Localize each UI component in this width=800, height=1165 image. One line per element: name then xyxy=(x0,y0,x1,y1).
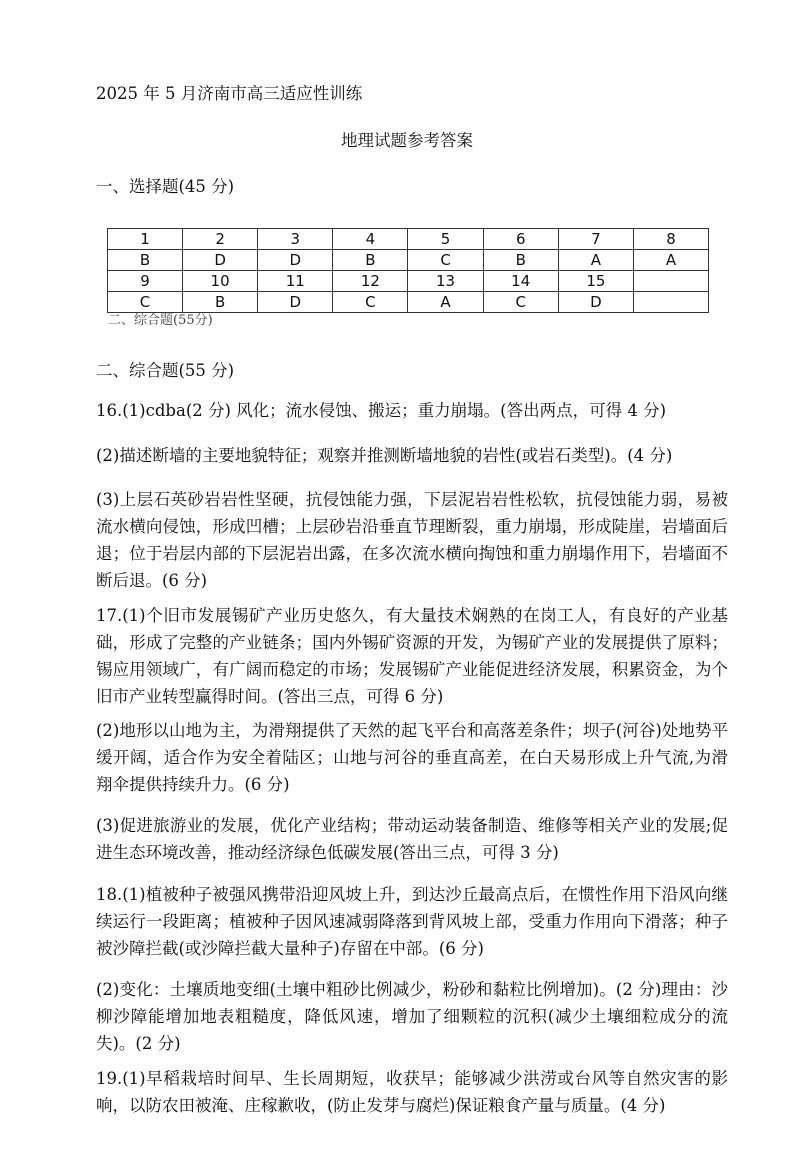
table-cell: B xyxy=(183,292,258,313)
table-cell: C xyxy=(408,250,483,271)
table-cell: 12 xyxy=(333,271,408,292)
answer-17-1: 17.(1)个旧市发展锡矿产业历史悠久，有大量技术娴熟的在岗工人，有良好的产业基础，形成了完整的产业链条；国内外锡矿资源的开发，为锡矿产业的发展提供了原料；锡应用领域广，有广阔而稳定的市场；发展锡矿产业能促进经济发展，积累资金，为个旧市产业转型赢得时间。(答出三点，可得 6 分) xyxy=(96,606,728,706)
table-cell: D xyxy=(558,292,633,313)
table-cell: D xyxy=(258,250,333,271)
answer-16-1: 16.(1)cdba(2 分) 风化；流水侵蚀、搬运；重力崩塌。(答出两点，可得 4 分) xyxy=(96,401,667,420)
table-cell: C xyxy=(333,292,408,313)
table-cell: 4 xyxy=(333,229,408,250)
table-cell xyxy=(633,271,708,292)
exam-title: 2025 年 5 月济南市高三适应性训练 xyxy=(96,84,363,103)
table-cell: 8 xyxy=(633,229,708,250)
table-cell: 3 xyxy=(258,229,333,250)
doc-title: 地理试题参考答案 xyxy=(341,131,473,150)
table-cell: A xyxy=(633,250,708,271)
table-cell: B xyxy=(333,250,408,271)
table-cell: 11 xyxy=(258,271,333,292)
section2-title: 二、综合题(55 分) xyxy=(96,361,235,380)
table-cell: 1 xyxy=(108,229,183,250)
answer-16-3: (3)上层石英砂岩岩性坚硬，抗侵蚀能力强，下层泥岩岩性松软，抗侵蚀能力弱，易被流水横向侵蚀，形成凹槽；上层砂岩沿垂直节理断裂，重力崩塌，形成陡崖，岩墙面后退；位于岩层内部的下层泥岩出露，在多次流水横向掏蚀和重力崩塌作用下，岩墙面不断后退。(6 分) xyxy=(96,490,728,590)
table-cell xyxy=(633,292,708,313)
table-cell: C xyxy=(483,292,558,313)
answer-16-2: (2)描述断墙的主要地貌特征；观察并推测断墙地貌的岩性(或岩石类型)。(4 分) xyxy=(96,446,673,465)
table-cell: D xyxy=(183,250,258,271)
cropped-heading-fragment: 二、综合题(55分) xyxy=(108,313,213,328)
answer-18-2: (2)变化：土壤质地变细(土壤中粗砂比例减少，粉砂和黏粒比例增加)。(2 分)理由：沙柳沙障能增加地表粗糙度，降低风速，增加了细颗粒的沉积(减少土壤细粒成分的流失)。(2 分) xyxy=(96,980,728,1053)
table-cell: C xyxy=(108,292,183,313)
table-cell: 9 xyxy=(108,271,183,292)
table-cell: 7 xyxy=(558,229,633,250)
table-cell: D xyxy=(258,292,333,313)
table-cell: 6 xyxy=(483,229,558,250)
table-row xyxy=(108,250,709,271)
table-row xyxy=(108,229,709,250)
table-cell: B xyxy=(108,250,183,271)
table-cell: 15 xyxy=(558,271,633,292)
table-cell: 13 xyxy=(408,271,483,292)
table-cell: A xyxy=(408,292,483,313)
table-cell: 5 xyxy=(408,229,483,250)
table-row xyxy=(108,271,709,292)
table-row xyxy=(108,292,709,313)
table-cell: B xyxy=(483,250,558,271)
answer-17-2: (2)地形以山地为主，为滑翔提供了天然的起飞平台和高落差条件；坝子(河谷)处地势平缓开阔，适合作为安全着陆区；山地与河谷的垂直高差，在白天易形成上升气流,为滑翔伞提供持续升力。(6 分) xyxy=(96,721,728,794)
table-cell: 14 xyxy=(483,271,558,292)
answer-19-1: 19.(1)早稻栽培时间早、生长周期短，收获早；能够减少洪涝或台风等自然灾害的影响，以防农田被淹、庄稼歉收，(防止发芽与腐烂)保证粮食产量与质量。(4 分) xyxy=(96,1069,728,1115)
table-cell: 2 xyxy=(183,229,258,250)
answer-table xyxy=(107,228,709,313)
table-cell: A xyxy=(558,250,633,271)
answer-18-1: 18.(1)植被种子被强风携带沿迎风坡上升，到达沙丘最高点后，在惯性作用下沿风向继续运行一段距离；植被种子因风速减弱降落到背风坡上部，受重力作用向下滑落；种子被沙障拦截(或沙障拦截大量种子)存留在中部。(6 分) xyxy=(96,885,728,958)
table-cell: 10 xyxy=(183,271,258,292)
section1-title: 一、选择题(45 分) xyxy=(96,177,235,196)
answer-17-3: (3)促进旅游业的发展，优化产业结构；带动运动装备制造、维修等相关产业的发展;促进生态环境改善，推动经济绿色低碳发展(答出三点，可得 3 分) xyxy=(96,816,728,862)
